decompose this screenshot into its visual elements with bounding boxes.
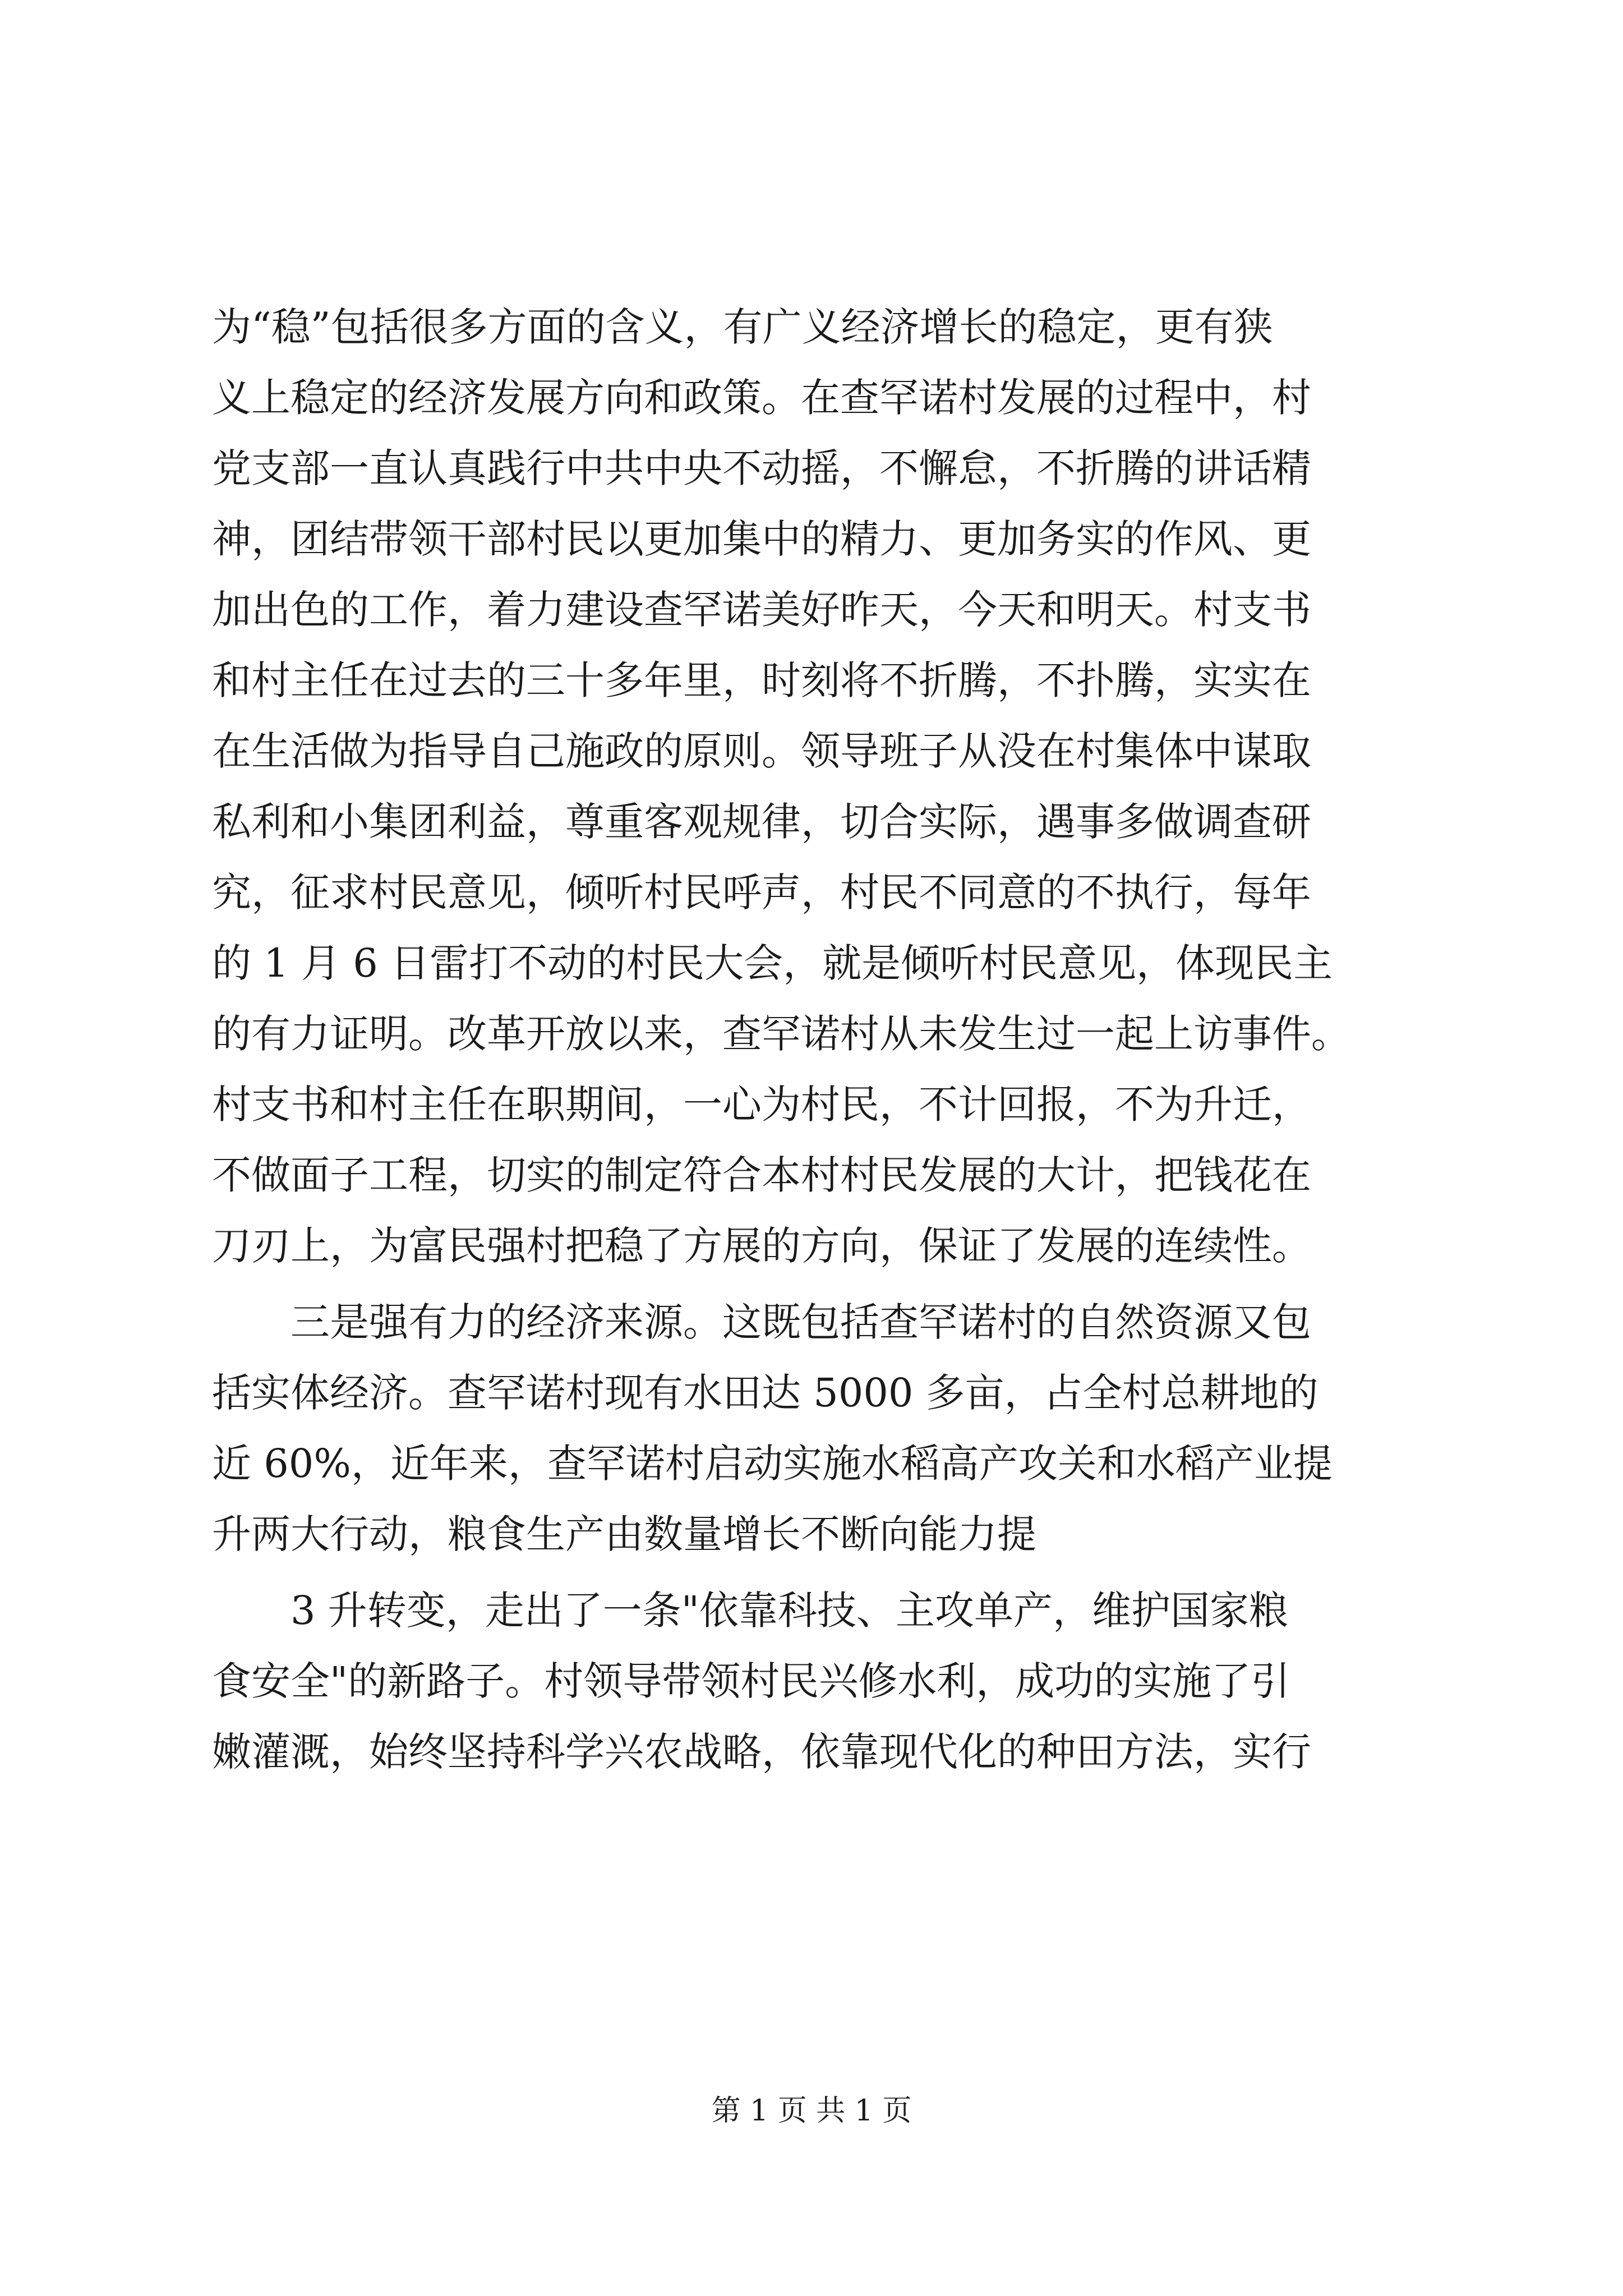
paragraph-1 [212,292,1423,1281]
text-line: 私利和小集团利益，尊重客观规律，切合实际，遇事多做调查研 [212,799,1311,845]
text-line: 不做面子工程，切实的制定符合本村村民发展的大计，把钱花在 [212,1152,1311,1198]
text-line: 为“稳”包括很多方面的含义，有广义经济增长的稳定，更有狭 [212,304,1273,350]
text-line: 升两大行动，粮食生产由数量增长不断向能力提 [212,1511,1036,1557]
text-line: 义上稳定的经济发展方向和政策。在查罕诺村发展的过程中，村 [212,375,1311,421]
text-line: 嫩灌溉，始终坚持科学兴农战略，依靠现代化的种田方法，实行 [212,1729,1311,1775]
text-line: 在生活做为指导自己施政的原则。领导班子从没在村集体中谋取 [212,728,1311,774]
text-line: 3 升转变，走出了一条"依靠科技、主攻单产，维护国家粮 [291,1588,1288,1634]
body-text [212,292,1423,1787]
text-line: 刀刃上，为富民强村把稳了方展的方向，保证了发展的连续性。 [212,1223,1311,1269]
text-line: 括实体经济。查罕诺村现有水田达 5000 多亩，占全村总耕地的 [212,1370,1318,1416]
page-footer [0,2087,1623,2129]
text-line: 和村主任在过去的三十多年里，时刻将不折腾，不扑腾，实实在 [212,657,1311,703]
paragraph-2 [212,1287,1423,1570]
paragraph-3 [212,1575,1423,1787]
page-number-label: 第 1 页 共 1 页 [711,2094,912,2128]
text-line: 究，征求村民意见，倾听村民呼声，村民不同意的不执行，每年 [212,869,1311,915]
text-line: 食安全"的新路子。村领导带领村民兴修水利，成功的实施了引 [212,1658,1290,1704]
text-line: 村支书和村主任在职期间，一心为村民，不计回报，不为升迁， [212,1082,1311,1128]
text-line: 的 1 月 6 日雷打不动的村民大会，就是倾听村民意见，体现民主 [212,940,1333,986]
text-line: 三是强有力的经济来源。这既包括查罕诺村的自然资源又包 [291,1299,1311,1345]
text-line: 的有力证明。改革开放以来，查罕诺村从未发生过一起上访事件。 [212,1011,1350,1057]
text-line: 神，团结带领干部村民以更加集中的精力、更加务实的作风、更 [212,516,1311,562]
text-line: 党支部一直认真践行中共中央不动摇，不懈怠，不折腾的讲话精 [212,445,1311,491]
text-line: 加出色的工作，着力建设查罕诺美好昨天，今天和明天。村支书 [212,587,1311,633]
text-line: 近 60%，近年来，查罕诺村启动实施水稻高产攻关和水稻产业提 [212,1441,1332,1487]
